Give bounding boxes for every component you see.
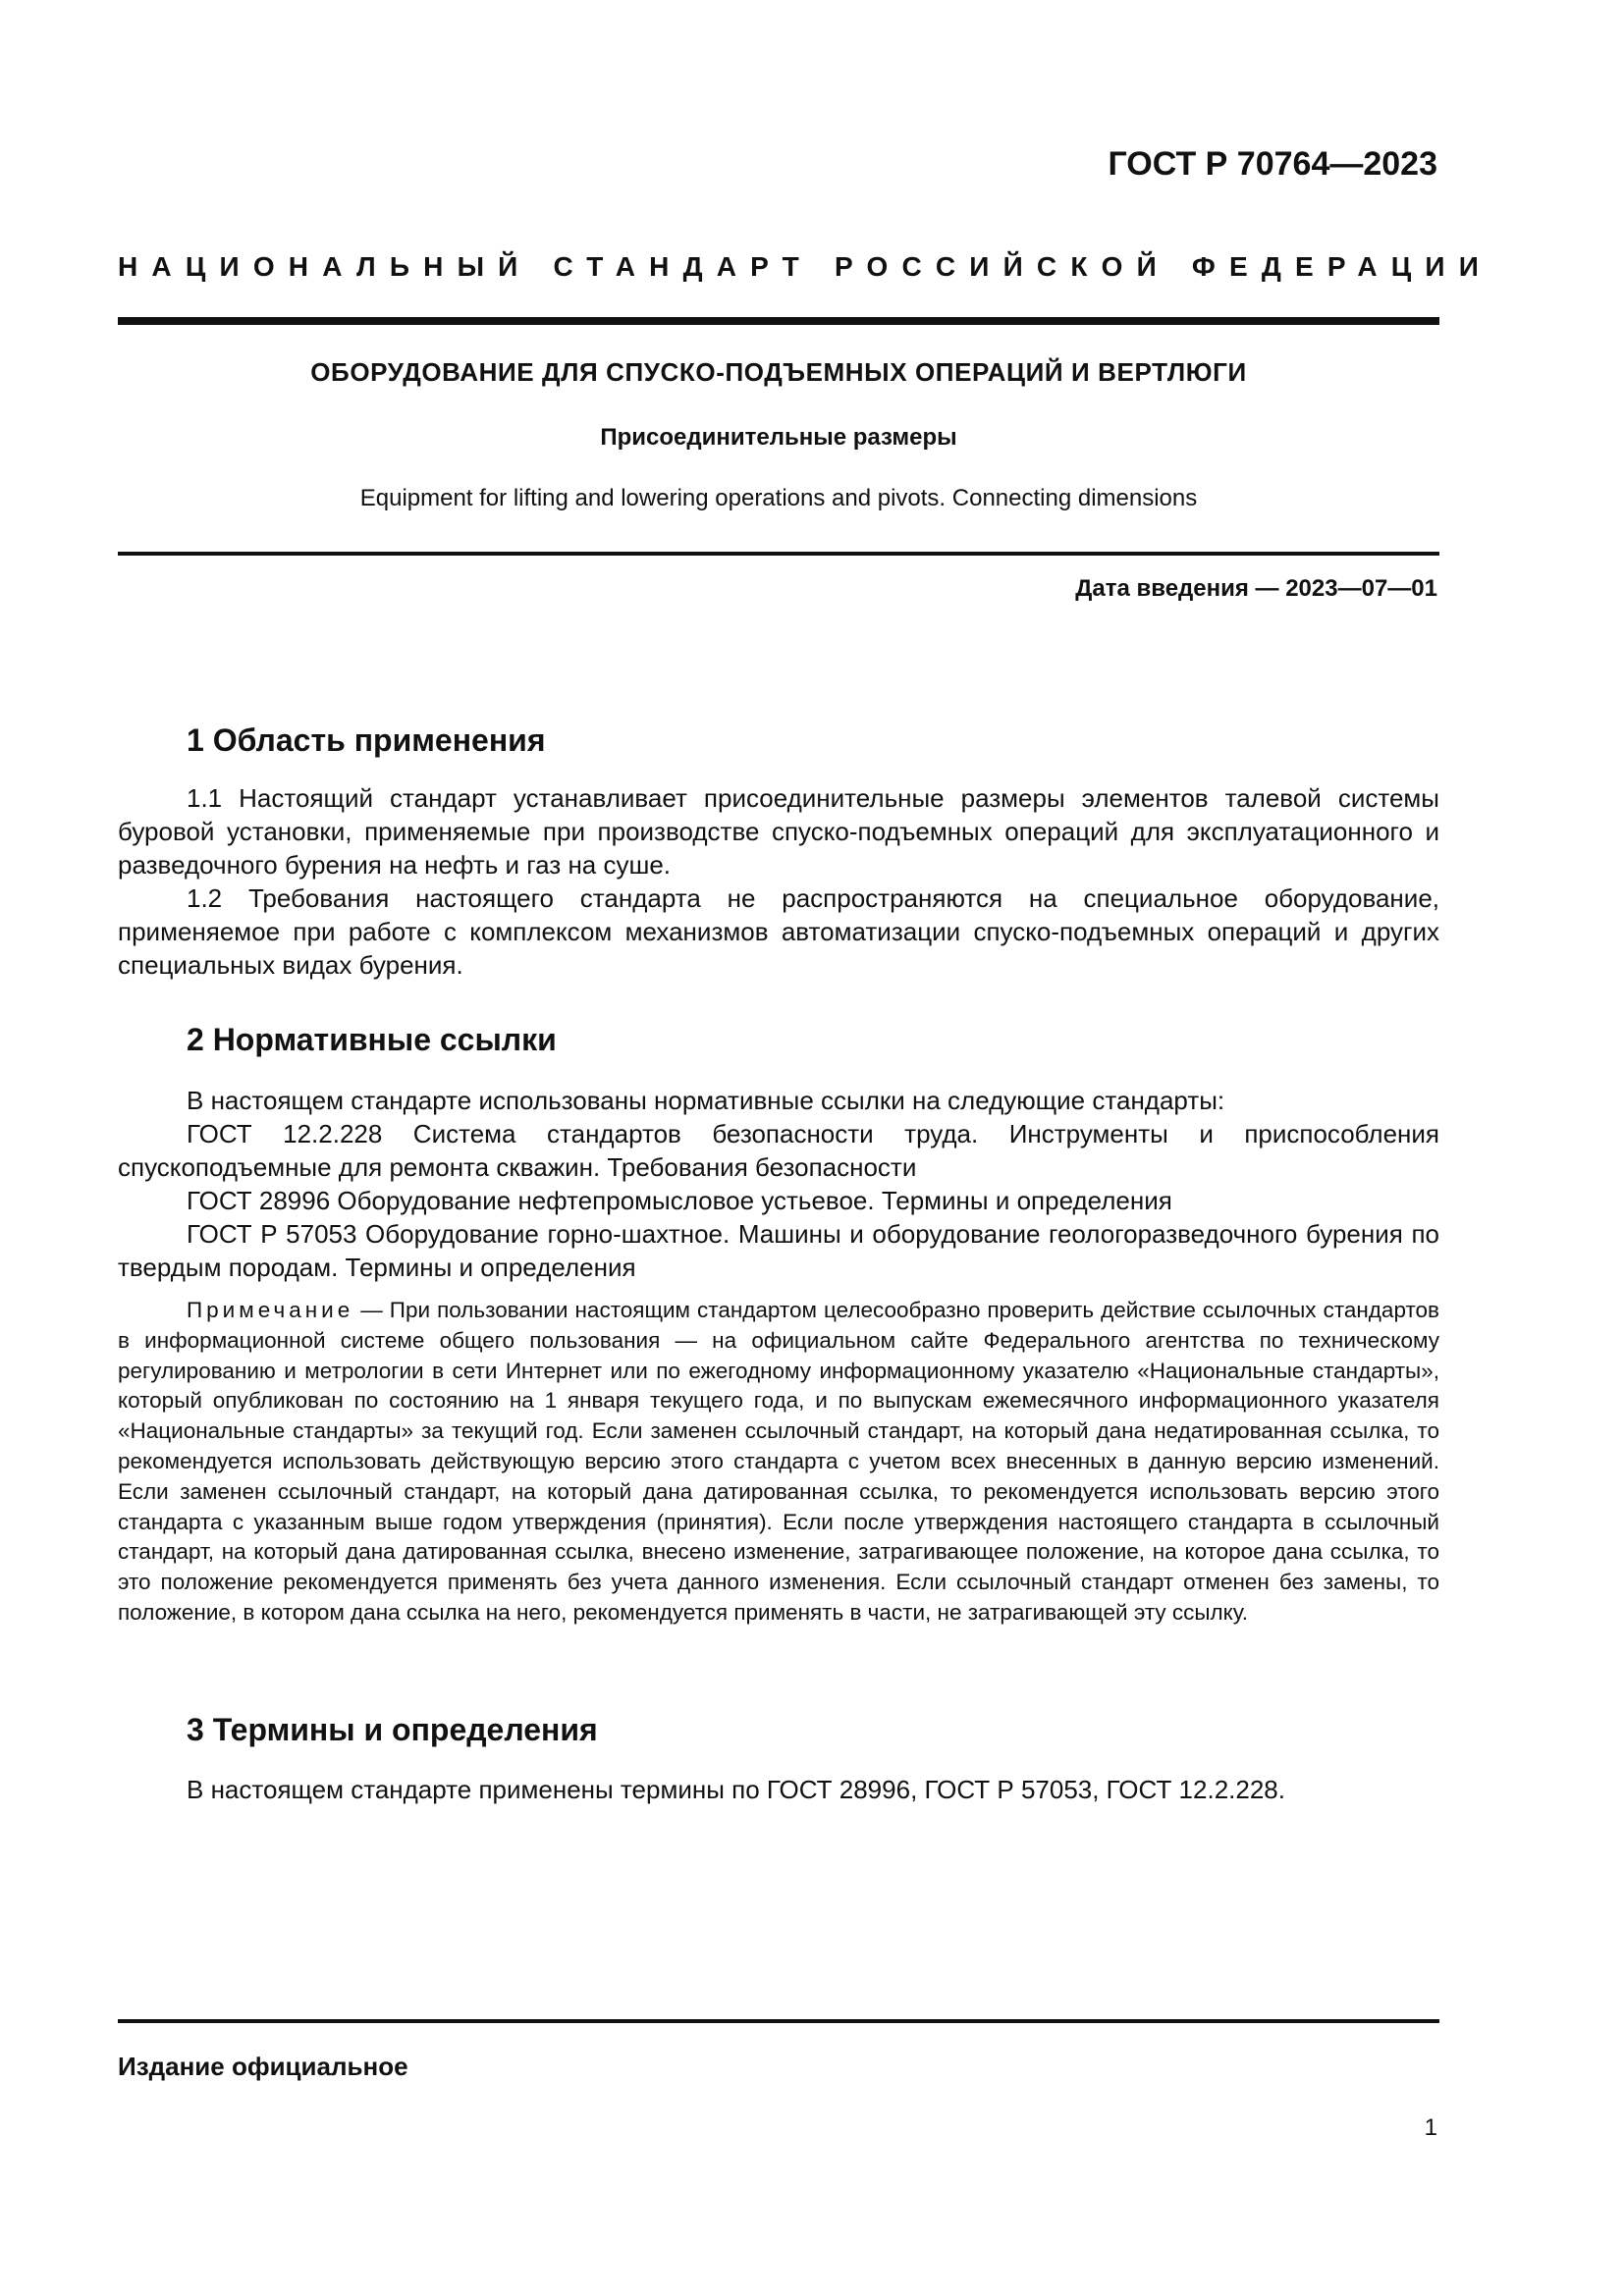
introduction-date: Дата введения — 2023—07—01: [1075, 575, 1437, 602]
reference-item: ГОСТ 12.2.228 Система стандартов безопасности труда. Инструменты и приспособления спускоподъемные для ремонта скважин. Требования безопасности: [118, 1119, 1439, 1182]
references-intro: В настоящем стандарте использованы нормативные ссылки на следующие стандарты:: [187, 1086, 1225, 1115]
official-edition-label: Издание официальное: [118, 2052, 408, 2081]
header-divider: [118, 317, 1439, 325]
reference-item: ГОСТ Р 57053 Оборудование горно-шахтное. Машины и оборудование геологоразведочного бурения по твердым породам. Термины и определения: [118, 1219, 1439, 1282]
note-text: — При пользовании настоящим стандартом целесообразно проверить действие ссылочных стандартов в информационной системе общего пользования — на официальном сайте Федерального агентства по техническому регулированию и метрологии в сети Интернет или по ежегодному информационному указателю «Национальные стандарты», который опубликован по состоянию на 1 января текущего года, и по выпускам ежемесячного информационного указателя «Национальные стандарты» за текущий год. Если заменен ссылочный стандарт, на который дана недатированная ссылка, то рекомендуется использовать действующую версию этого стандарта с учетом всех внесенных в данную версию изменений. Если заменен ссылочный стандарт, на который дана датированная ссылка, то рекомендуется использовать версию этого стандарта с указанным выше годом утверждения (принятия). Если после утверждения настоящего стандарта в ссылочный стандарт, на который дана датированная ссылка, внесено изменение, затрагивающее положение, на которое дана ссылка, то это положение рекомендуется применять без учета данного изменения. Если ссылочный стандарт отменен без замены, то положение, в котором дана ссылка на него, рекомендуется применять в части, не затрагивающей эту ссылку.: [118, 1298, 1439, 1625]
section-1-heading: 1 Область применения: [187, 722, 546, 758]
document-number: ГОСТ Р 70764—2023: [1108, 145, 1437, 183]
title-divider: [118, 552, 1439, 556]
section-1-paragraph-2: 1.2 Требования настоящего стандарта не распространяются на специальное оборудование, применяемое при работе с комплексом механизмов автоматизации спуско-подъемных операций и других специальных видах бурения.: [118, 883, 1439, 980]
section-2-body: [118, 1084, 1439, 1284]
document-subtitle: Присоединительные размеры: [600, 424, 957, 451]
section-3-heading: 3 Термины и определения: [187, 1712, 598, 1747]
footer-divider: [118, 2019, 1439, 2023]
section-3-paragraph-1: В настоящем стандарте применены термины по ГОСТ 28996, ГОСТ Р 57053, ГОСТ 12.2.228.: [187, 1775, 1285, 1804]
section-3-body: [118, 1773, 1439, 1806]
document-title: ОБОРУДОВАНИЕ ДЛЯ СПУСКО-ПОДЪЕМНЫХ ОПЕРАЦИЙ И ВЕРТЛЮГИ: [310, 357, 1247, 387]
national-standard-banner: НАЦИОНАЛЬНЫЙ СТАНДАРТ РОССИЙСКОЙ ФЕДЕРАЦИИ: [118, 251, 1493, 282]
english-title: Equipment for lifting and lowering operations and pivots. Connecting dimensions: [359, 485, 1198, 511]
section-1-paragraph-1: 1.1 Настоящий стандарт устанавливает присоединительные размеры элементов талевой системы буровой установки, применяемые при производстве спуско-подъемных операций для эксплуатационного и разведочного бурения на нефть и газ на суше.: [118, 783, 1439, 880]
section-2-heading: 2 Нормативные ссылки: [187, 1022, 557, 1057]
references-note: [118, 1296, 1439, 1629]
note-label: Примечание: [187, 1298, 354, 1322]
page-number: 1: [1424, 2114, 1437, 2141]
section-1-body: [118, 781, 1439, 982]
reference-item: ГОСТ 28996 Оборудование нефтепромысловое устьевое. Термины и определения: [187, 1186, 1172, 1215]
